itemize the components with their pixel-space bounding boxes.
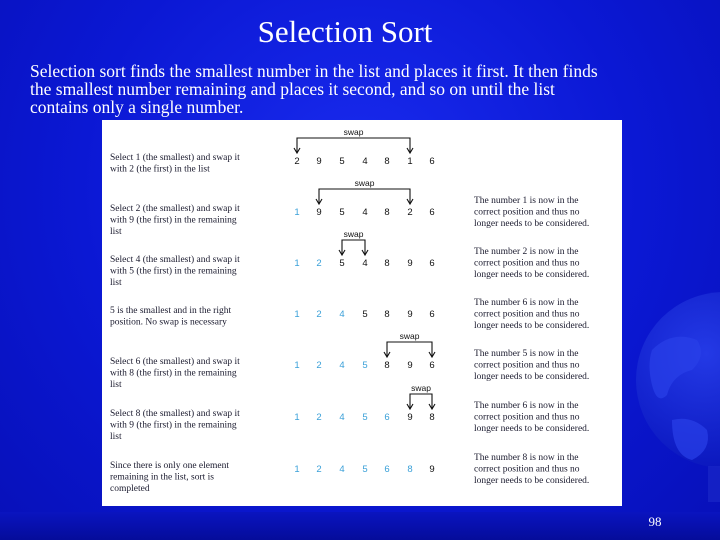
step-note-line: correct position and thus no [474,360,580,371]
globe-decoration-icon [612,290,720,510]
list-value: 5 [362,464,368,475]
step-description-line: list [110,432,122,442]
list-value: 1 [407,156,413,167]
page-number: 98 [648,514,662,529]
list-value: 9 [316,156,322,167]
list-value: 6 [384,464,390,475]
swap-label: swap [343,229,364,239]
list-value: 6 [429,258,435,269]
intro-paragraph [30,62,700,116]
list-value: 6 [429,156,435,167]
intro-line: Selection sort finds the smallest number in the list and places it first. It then finds [30,61,598,81]
swap-bracket [342,240,365,255]
list-value: 2 [316,258,322,269]
list-value: 2 [316,464,322,475]
list-value: 5 [362,412,368,423]
list-value: 9 [316,207,322,218]
step-description-line: remaining in the list, sort is [110,472,214,483]
intro-line: the smallest number remaining and places it second, and so on until the list [30,79,555,99]
list-value: 8 [384,309,390,320]
list-value: 8 [429,412,435,423]
step-note-line: The number 2 is now in the [474,247,579,257]
step-note-line: longer needs to be considered. [474,219,590,229]
swap-label: swap [343,127,364,137]
list-value: 4 [362,156,368,167]
list-value: 1 [294,412,300,423]
selection-sort-figure [102,120,622,506]
list-value: 8 [384,360,390,371]
step-description-line: list [110,227,122,237]
list-value: 2 [407,207,413,218]
step-note-line: longer needs to be considered. [474,476,590,486]
list-value: 5 [339,258,345,269]
step-note-line: longer needs to be considered. [474,270,590,280]
list-value: 9 [407,412,413,423]
list-value: 4 [339,360,345,371]
swap-bracket [387,342,432,357]
list-value: 1 [294,207,300,218]
list-value: 2 [316,309,322,320]
step-description-line: with 8 (the first) in the remaining [110,368,237,379]
selection-sort-diagram [102,120,622,506]
intro-line: contains only a single number. [30,97,244,117]
step-description-line: Select 1 (the smallest) and swap it [110,153,240,163]
list-value: 4 [339,309,345,320]
list-value: 2 [316,412,322,423]
step-note-line: The number 6 is now in the [474,298,579,308]
step-description-line: with 5 (the first) in the remaining [110,266,237,277]
step-note-line: The number 5 is now in the [474,349,579,359]
step-description-line: list [110,380,122,390]
list-value: 5 [362,309,368,320]
swap-bracket [410,394,432,409]
list-value: 4 [339,412,345,423]
step-note-line: correct position and thus no [474,412,580,423]
list-value: 5 [339,156,345,167]
list-value: 8 [384,156,390,167]
step-description-line: with 9 (the first) in the remaining [110,215,237,226]
list-value: 8 [407,464,413,475]
list-value: 1 [294,464,300,475]
swap-bracket [319,189,410,204]
list-value: 2 [316,360,322,371]
list-value: 9 [407,258,413,269]
list-value: 8 [384,258,390,269]
list-value: 5 [362,360,368,371]
step-note-line: longer needs to be considered. [474,321,590,331]
step-description-line: position. No swap is necessary [110,317,227,328]
step-description-line: with 2 (the first) in the list [110,164,210,175]
list-value: 9 [429,464,435,475]
step-note-line: The number 1 is now in the [474,196,579,206]
step-description-line: Select 4 (the smallest) and swap it [110,255,240,265]
list-value: 6 [429,207,435,218]
list-value: 6 [429,360,435,371]
list-value: 1 [294,309,300,320]
swap-label: swap [399,331,420,341]
step-description-line: Select 2 (the smallest) and swap it [110,204,240,214]
list-value: 6 [384,412,390,423]
step-description-line: list [110,278,122,288]
step-note-line: The number 6 is now in the [474,401,579,411]
footer-bar [0,512,720,540]
step-description-line: with 9 (the first) in the remaining [110,420,237,431]
list-value: 1 [294,258,300,269]
list-value: 4 [339,464,345,475]
step-note-line: correct position and thus no [474,207,580,218]
list-value: 9 [407,360,413,371]
list-value: 2 [294,156,300,167]
step-note-line: correct position and thus no [474,309,580,320]
swap-label: swap [354,178,375,188]
list-value: 5 [339,207,345,218]
list-value: 1 [294,360,300,371]
step-note-line: correct position and thus no [474,258,580,269]
step-description-line: Select 8 (the smallest) and swap it [110,409,240,419]
step-note-line: The number 8 is now in the [474,453,579,463]
list-value: 8 [384,207,390,218]
step-description-line: Since there is only one element [110,461,229,471]
step-note-line: correct position and thus no [474,464,580,475]
swap-label: swap [411,383,431,393]
step-description-line: completed [110,484,150,494]
step-description-line: Select 6 (the smallest) and swap it [110,357,240,367]
slide-title: Selection Sort [257,14,433,49]
list-value: 4 [362,258,368,269]
step-description-line: 5 is the smallest and in the right [110,306,232,316]
step-note-line: longer needs to be considered. [474,372,590,382]
step-note-line: longer needs to be considered. [474,424,590,434]
list-value: 6 [429,309,435,320]
list-value: 4 [362,207,368,218]
swap-bracket [297,138,410,153]
list-value: 9 [407,309,413,320]
